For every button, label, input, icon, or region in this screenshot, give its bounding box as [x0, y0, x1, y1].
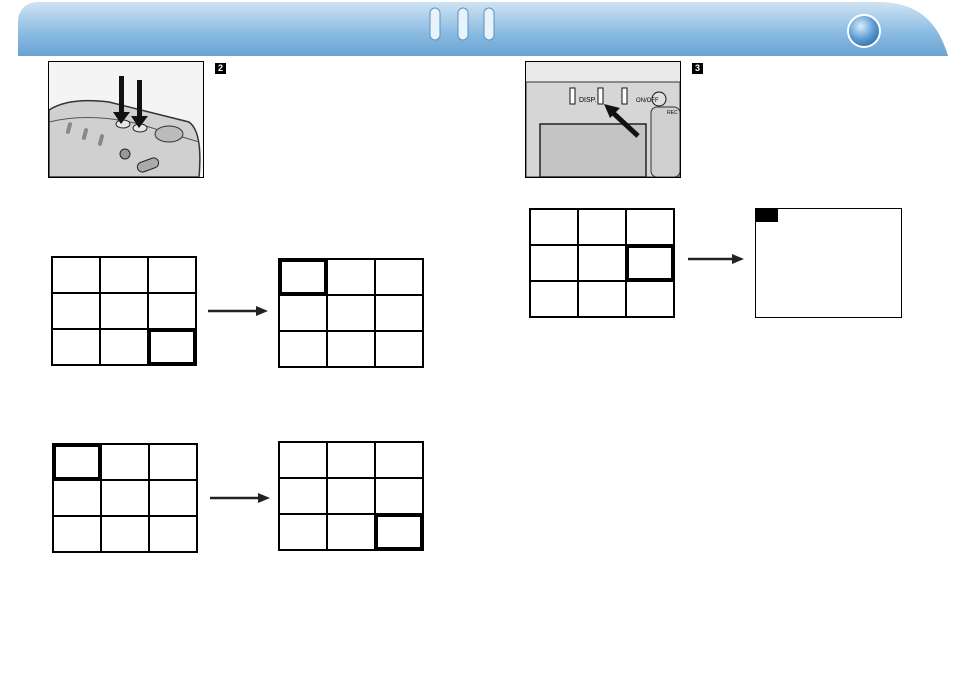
grid-cell	[100, 293, 148, 329]
grid-cell	[578, 209, 626, 245]
single-frame-screen	[755, 208, 902, 318]
grid-cell	[530, 245, 578, 281]
grid-cell	[327, 514, 375, 550]
grid-cell-selected	[626, 245, 674, 281]
grid-before-2	[52, 443, 198, 553]
grid-after-1	[278, 258, 424, 368]
grid-cell	[279, 478, 327, 514]
grid-cell	[100, 329, 148, 365]
camera-top-photo	[48, 61, 204, 178]
right-arrow-icon	[688, 253, 744, 265]
grid-cell-selected	[53, 444, 101, 480]
grid-cell	[375, 331, 423, 367]
right-arrow-icon	[208, 305, 268, 317]
grid-cell	[327, 442, 375, 478]
grid-cell	[52, 329, 100, 365]
rec-label: REC	[667, 110, 678, 116]
grid-cell	[375, 478, 423, 514]
grid-cell	[101, 516, 149, 552]
grid-cell	[327, 259, 375, 295]
header-banner	[18, 2, 948, 56]
grid-cell-selected	[148, 329, 196, 365]
grid-cell	[530, 281, 578, 317]
grid-cell	[52, 257, 100, 293]
grid-cell	[626, 281, 674, 317]
grid-cell	[279, 295, 327, 331]
camera-top-illustration	[49, 62, 203, 177]
step-3-badge: 3	[692, 63, 703, 74]
grid-cell	[53, 480, 101, 516]
grid-cell	[279, 442, 327, 478]
camera-back-illustration	[526, 62, 680, 177]
grid-cell	[578, 281, 626, 317]
grid-before-1	[51, 256, 197, 366]
grid-cell	[578, 245, 626, 281]
grid-cell	[148, 257, 196, 293]
camera-back-photo	[525, 61, 681, 178]
grid-cell	[149, 444, 197, 480]
frame-indicator	[756, 209, 778, 222]
grid-cell	[279, 514, 327, 550]
grid-cell	[101, 444, 149, 480]
grid-cell	[52, 293, 100, 329]
onoff-label: ON/OFF	[636, 98, 659, 104]
grid-cell	[149, 480, 197, 516]
grid-cell	[327, 295, 375, 331]
grid-cell	[101, 480, 149, 516]
grid-cell	[53, 516, 101, 552]
grid-cell	[375, 442, 423, 478]
grid-cell	[530, 209, 578, 245]
grid-cell	[626, 209, 674, 245]
grid-cell-selected	[279, 259, 327, 295]
grid-cell	[327, 331, 375, 367]
grid-cell	[375, 259, 423, 295]
right-arrow-icon	[210, 492, 270, 504]
grid-cell	[100, 257, 148, 293]
grid-before-3	[529, 208, 675, 318]
grid-cell	[279, 331, 327, 367]
step-2-badge: 2	[215, 63, 226, 74]
grid-cell-selected	[375, 514, 423, 550]
grid-cell	[149, 516, 197, 552]
grid-cell	[375, 295, 423, 331]
disp-label: DISP.	[579, 97, 597, 104]
grid-cell	[327, 478, 375, 514]
grid-after-2	[278, 441, 424, 551]
grid-cell	[148, 293, 196, 329]
